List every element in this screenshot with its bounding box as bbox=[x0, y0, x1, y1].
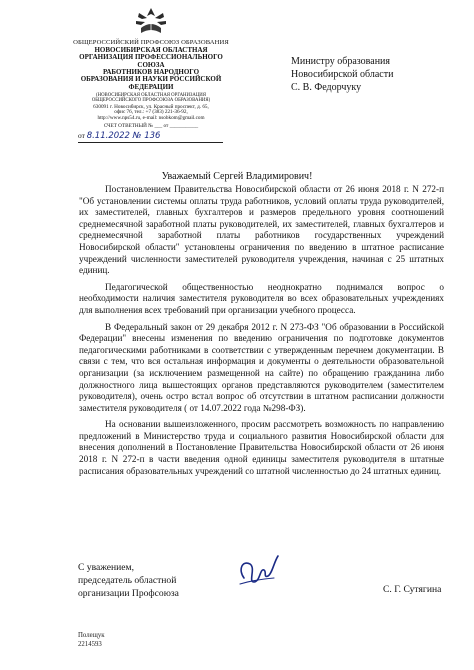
union-logo-icon bbox=[133, 6, 169, 38]
organization-address: 630091 г. Новосибирск, ул. Красный проспект, д. 65, офис 76, тел.: +7 (383) 221-36-92, http://www.nps54.ru, e-mail: nsobkom@gmail.com bbox=[93, 103, 209, 122]
outgoing-number bbox=[78, 131, 223, 143]
addressee-position: Министру образования bbox=[291, 56, 390, 67]
addressee bbox=[291, 55, 393, 94]
paragraph: Педагогической общественностью неоднократно поднимался вопрос о необходимости наличия заместителя руководителя во всех образовательных учреждениях для выполнения всех требований при организации учебного процесса. bbox=[79, 281, 444, 315]
signature-icon bbox=[230, 548, 282, 590]
reply-reference: СЧЕТ ОТВЕТНЫЙ № ___ от ___________ bbox=[103, 123, 199, 130]
paragraph: В Федеральный закон от 29 декабря 2012 г. N 273-ФЗ "Об образовании в Российской Федерации" внесены изменения по введению ограничения по подготовке документов педагогическими работниками в соответствии с утвержденным перечнем документации. В связи с тем, что вся остальная информация и документы о деятельности образовательной организации (за исключением размещенной на сайте) по обращению гражданина либо должностного лица вышестоящих органов представляются руководителем (заместителем руководителя), очень остро встал вопрос об отсутствии в штатном расписании должности заместителя руководителя ( от 14.07.2022 года №298-ФЗ). bbox=[79, 321, 444, 413]
letterhead bbox=[62, 6, 240, 130]
outgoing-prefix: от bbox=[78, 131, 85, 140]
paragraph: На основании вышеизложенного, просим рассмотреть возможность по направлению предложений в Министерство труда и социального развития Новосибирской области для внесения дополнений в Постановление Правительства Новосибирской области от 26 июня 2018 г. N 272-п в части введения одной единицы заместителя руководителя в штатные расписания образовательных учреждений со штатной численностью до 24 штатных единиц. bbox=[79, 419, 444, 476]
outgoing-handwritten: 8.11.2022 № 136 bbox=[86, 131, 161, 141]
executor-info bbox=[78, 631, 105, 649]
paragraph: Постановлением Правительства Новосибирской области от 26 июня 2018 г. N 272-п "Об установлении системы оплаты труда работников, условий оплаты труда руководителей, их заместителей, главных бухгалтеров и размеров предельного уровня соотношений среднемесячной заработной платы руководителей, их заместителей, главных бухгалтеров и среднемесячной заработной платы работников государственных учреждений Новосибирской области" установлены ограничения по введению в штатное расписание учреждений численности заместителей руководителя учреждения, начиная с 25 штатных единиц. bbox=[79, 184, 444, 276]
signer-name: С. Г. Сутягина bbox=[383, 584, 442, 595]
executor-name: Полещук bbox=[78, 632, 105, 639]
federation-name: ОБЩЕРОССИЙСКИЙ ПРОФСОЮЗ ОБРАЗОВАНИЯ bbox=[73, 39, 229, 46]
organization-short-name: (НОВОСИБИРСКАЯ ОБЛАСТНАЯ ОРГАНИЗАЦИЯ ОБЩЕРОССИЙСКОГО ПРОФСОЮЗА ОБРАЗОВАНИЯ) bbox=[91, 92, 211, 104]
addressee-region: Новосибирской области bbox=[291, 69, 394, 80]
organization-name: НОВОСИБИРСКАЯ ОБЛАСТНАЯ ОРГАНИЗАЦИЯ ПРОФЕССИОНАЛЬНОГО СОЮЗА РАБОТНИКОВ НАРОДНОГО ОБРАЗОВАНИЯ И НАУКИ РОССИЙСКОЙ ФЕДЕРАЦИИ bbox=[79, 45, 223, 91]
executor-phone: 2214593 bbox=[78, 641, 102, 648]
letter-body bbox=[79, 184, 444, 482]
addressee-name: С. В. Федорчуку bbox=[291, 82, 362, 93]
closing-block: С уважением, председатель областной организации Профсоюза bbox=[78, 562, 179, 599]
greeting: Уважаемый Сергей Владимирович! bbox=[161, 171, 313, 182]
